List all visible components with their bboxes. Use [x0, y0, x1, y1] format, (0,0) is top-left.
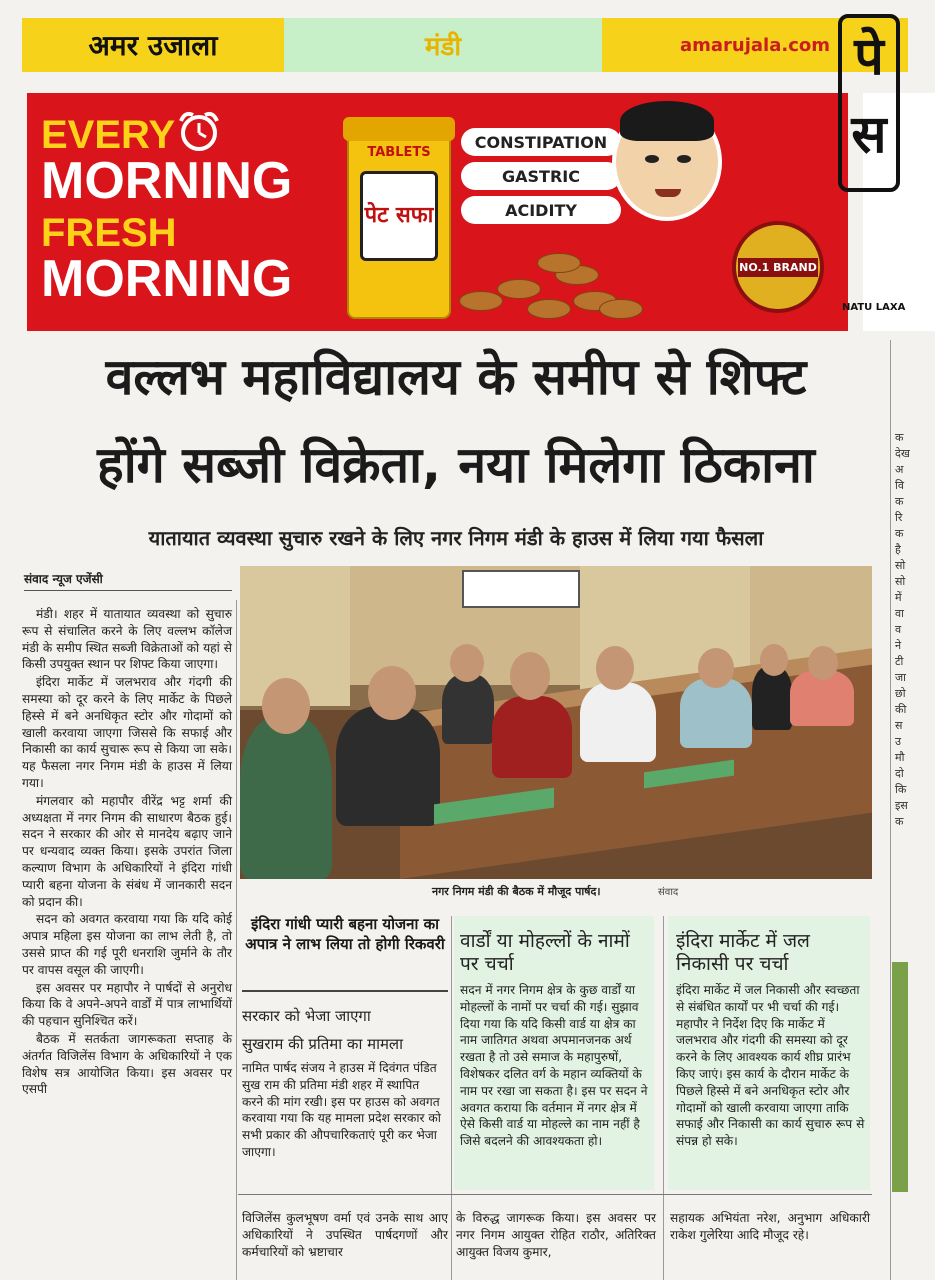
bottom-paragraph: सहायक अभियंता नरेश, अनुभाग अधिकारी राकेश गुलेरिया आदि मौजूद रहे।	[670, 1211, 870, 1242]
box2-title: वार्डों या मोहल्लों के नामों पर चर्चा	[460, 930, 630, 975]
bottom-column-2	[456, 1210, 656, 1261]
article-paragraph: मंडी। शहर में यातायात व्यवस्था को सुचारु रूप से संचालित करने के लिए वल्लभ कॉलेज मंडी के समीप स्थित सब्जी विक्रेताओं को यहां से किसी उपयुक्त स्थान पर शिफ्ट किया जाएगा।	[22, 607, 232, 672]
box1-subheading-2: सुखराम की प्रतिमा का मामला	[242, 1035, 403, 1053]
photo-person-head	[698, 648, 734, 688]
bottom-divider	[238, 1194, 872, 1195]
photo-person	[336, 706, 440, 826]
bottom-column-1	[242, 1210, 448, 1261]
adjacent-article-fragment: क देख अ वि क रि क है सो सो में वा व ने टी जा छो की स उ मौ दो कि इस क	[895, 431, 910, 828]
ad-line-every: EVERY	[41, 113, 176, 157]
ambassador-hair	[620, 101, 714, 141]
box2-body	[460, 982, 650, 1151]
advertisement-banner[interactable]	[27, 93, 848, 331]
photo-person-head	[510, 652, 550, 700]
ad-line-morning-2: MORNING	[41, 250, 293, 308]
masthead	[22, 18, 908, 72]
brand-logo[interactable]: अमर उजाला	[88, 29, 218, 62]
photo-credit: संवाद	[658, 887, 679, 898]
tablet-cookie	[537, 253, 581, 273]
photo-person	[442, 674, 494, 744]
box3-paragraph: इंदिरा मार्केट में जल निकासी और स्वच्छता से संबंधित कार्यों पर भी चर्चा की गई। महापौर ने निर्देश दिए कि मार्केट में जलभराव और गंदगी की समस्या को दूर करने के लिए आवश्यक कार्य शीघ्र प्रारंभ किए जाएं। इस कार्य के दौरान मार्केट के पिछले हिस्से में बने अनधिकृत स्टोर और गोदामों को खाली करवाया जाएगा ताकि सफाई और निकासी का कार्य सुचारु रूप से संपन्न हो सके।	[676, 983, 865, 1149]
box3-title: इंदिरा मार्केट में जल निकासी पर चर्चा	[676, 930, 810, 975]
tablet-cookie	[459, 291, 503, 311]
photo-person-head	[596, 646, 634, 690]
ambassador-smile	[655, 189, 681, 197]
photo-person-head	[368, 666, 416, 720]
photo-person-head	[808, 646, 838, 680]
bottom-paragraph: विजिलेंस कुलभूषण वर्मा एवं उनके साथ आए अधिकारियों ने उपस्थित पार्षदगणों और कर्मचारियों को भ्रष्टाचार	[242, 1211, 448, 1259]
photo-person	[240, 716, 332, 879]
tablet-cookie	[497, 279, 541, 299]
ad-line-morning: MORNING	[41, 152, 293, 210]
alarm-clock-icon	[175, 109, 223, 153]
article-paragraph: बैठक में सतर्कता जागरूकता सप्ताह के अंतर्गत विजिलेंस विभाग के अधिकारियों ने एक विशेष सत्र आयोजित किया। इस अवसर पर एसपी	[22, 1031, 232, 1097]
bottom-column-3	[670, 1210, 870, 1245]
article-paragraph: सदन को अवगत करवाया गया कि यदि कोई अपात्र महिला इस योजना का लाभ लेती है, तो उससे प्राप्त की गई पूरी धनराशि जुर्माने के तौर पर वापस वसूल की जाएगी।	[22, 912, 232, 977]
box3-body	[676, 982, 866, 1151]
ad-pill-constipation: CONSTIPATION	[461, 128, 621, 156]
tablet-cookie	[599, 299, 643, 319]
box2-paragraph: सदन में नगर निगम क्षेत्र के कुछ वार्डों या मोहल्लों के नामों पर चर्चा की गई। सुझाव दिया गया कि यदि किसी वार्ड या क्षेत्र का नाम जातिगत अथवा अपमानजनक अर्थ रखता है तो उसे समाज के महापुरुषों, विशेषकर दलित वर्ग के महान व्यक्तियों के नाम पर रखा जा सकता है। इस पर सदन ने अवगत कराया कि वर्तमान में नगर क्षेत्र में ऐसे किसी वार्ड या मोहल्ले का नाम नहीं है जिसे बदलने की आवश्यकता हो।	[460, 983, 648, 1149]
right-strip-divider	[890, 340, 891, 1280]
ambassador-eye	[677, 155, 691, 163]
section-name: मंडी	[284, 18, 602, 72]
ad-pill-gastric: GASTRIC	[461, 162, 621, 190]
ambassador-eye	[645, 155, 659, 163]
box1-subheading-1: सरकार को भेजा जाएगा	[242, 1007, 371, 1025]
meeting-photo[interactable]	[240, 566, 872, 879]
headline-line-2: होंगे सब्जी विक्रेता, नया मिलेगा ठिकाना	[97, 436, 815, 494]
subheadline: यातायात व्यवस्था सुचारु रखने के लिए नगर निगम मंडी के हाउस में लिया गया फैसला	[148, 526, 764, 550]
photo-person	[492, 696, 572, 778]
tablet-cookie	[527, 299, 571, 319]
ad-side-product: पे स	[838, 14, 900, 192]
product-name: पेट सफा	[360, 171, 438, 261]
main-article-column	[22, 606, 232, 1099]
column-divider	[451, 916, 452, 1280]
article-paragraph: मंगलवार को महापौर वीरेंद्र भट्ट शर्मा की अध्यक्षता में नगर निगम की साधारण बैठक हुई। सदन ने सरकार की ओर से मानदेय बढ़ाए जाने पर धन्यवाद व्यक्त किया। इसके उपरांत जिला कल्याण विभाग के अधिकारियों ने इंदिरा गांधी प्यारी बहना योजना के संबंध में जानकारी सदन को प्रदान की।	[22, 793, 232, 909]
photo-caption: नगर निगम मंडी की बैठक में मौजूद पार्षद।	[432, 885, 601, 898]
site-url[interactable]: amarujala.com	[679, 34, 830, 56]
article-paragraph: इस अवसर पर महापौर ने पार्षदों से अनुरोध किया कि वे अपने-अपने वार्डों में पात्र लाभार्थियों की पहचान सुनिश्चित करें।	[22, 980, 232, 1029]
ad-side-label: NATU LAXA	[842, 302, 906, 313]
ad-pill-acidity: ACIDITY	[461, 196, 621, 224]
byline: संवाद न्यूज एजेंसी	[24, 572, 103, 586]
photo-person-head	[760, 644, 788, 676]
box1-paragraph: नामित पार्षद संजय ने हाउस में दिवंगत पंडित सुख राम की प्रतिमा मंडी शहर में स्थापित करने की मांग रखी। इस पर हाउस को अवगत करवाया गया कि यह मामला प्रदेश सरकार को सभी प्रकार की औपचारिकताएं पूरी कर भेजा जाएगा।	[242, 1061, 441, 1159]
photo-person	[680, 678, 752, 748]
box1-divider	[242, 990, 448, 992]
byline-divider	[24, 590, 232, 591]
no1-brand-badge	[732, 221, 824, 313]
badge-text: NO.1 BRAND	[738, 258, 818, 277]
photo-person-head	[262, 678, 310, 734]
photo-person-head	[450, 644, 484, 682]
column-divider	[236, 600, 237, 1280]
article-paragraph: इंदिरा मार्केट में जलभराव और गंदगी की समस्या को दूर करने के लिए मार्केट के पिछले हिस्से में बने अनधिकृत स्टोर और गोदामों को खाली करवाया जाएगा जिससे कि सफाई और निकासी का कार्य सुचारू रूप से किया जा सके। यह फैसला नगर निगम मंडी के हाउस में लिया गया।	[22, 675, 232, 790]
adjacent-article-photo	[892, 962, 908, 1192]
photo-screen	[462, 570, 580, 608]
tablets-label: TABLETS	[367, 145, 431, 160]
photo-person	[580, 682, 656, 762]
headline-line-1: वल्लभ महाविद्यालय के समीप से शिफ्ट	[105, 348, 807, 406]
bottom-paragraph: के विरुद्ध जागरूक किया। इस अवसर पर नगर निगम आयुक्त रोहित राठौर, अतिरिक्त आयुक्त विजय कुमार,	[456, 1211, 656, 1259]
ad-line-fresh: FRESH	[41, 211, 177, 255]
product-jar-cap	[343, 117, 455, 141]
box1-title: इंदिरा गांधी प्यारी बहना योजना का अपात्र ने लाभ लिया तो होगी रिकवरी	[245, 915, 445, 953]
box1-body	[242, 1060, 442, 1162]
column-divider	[663, 916, 664, 1280]
